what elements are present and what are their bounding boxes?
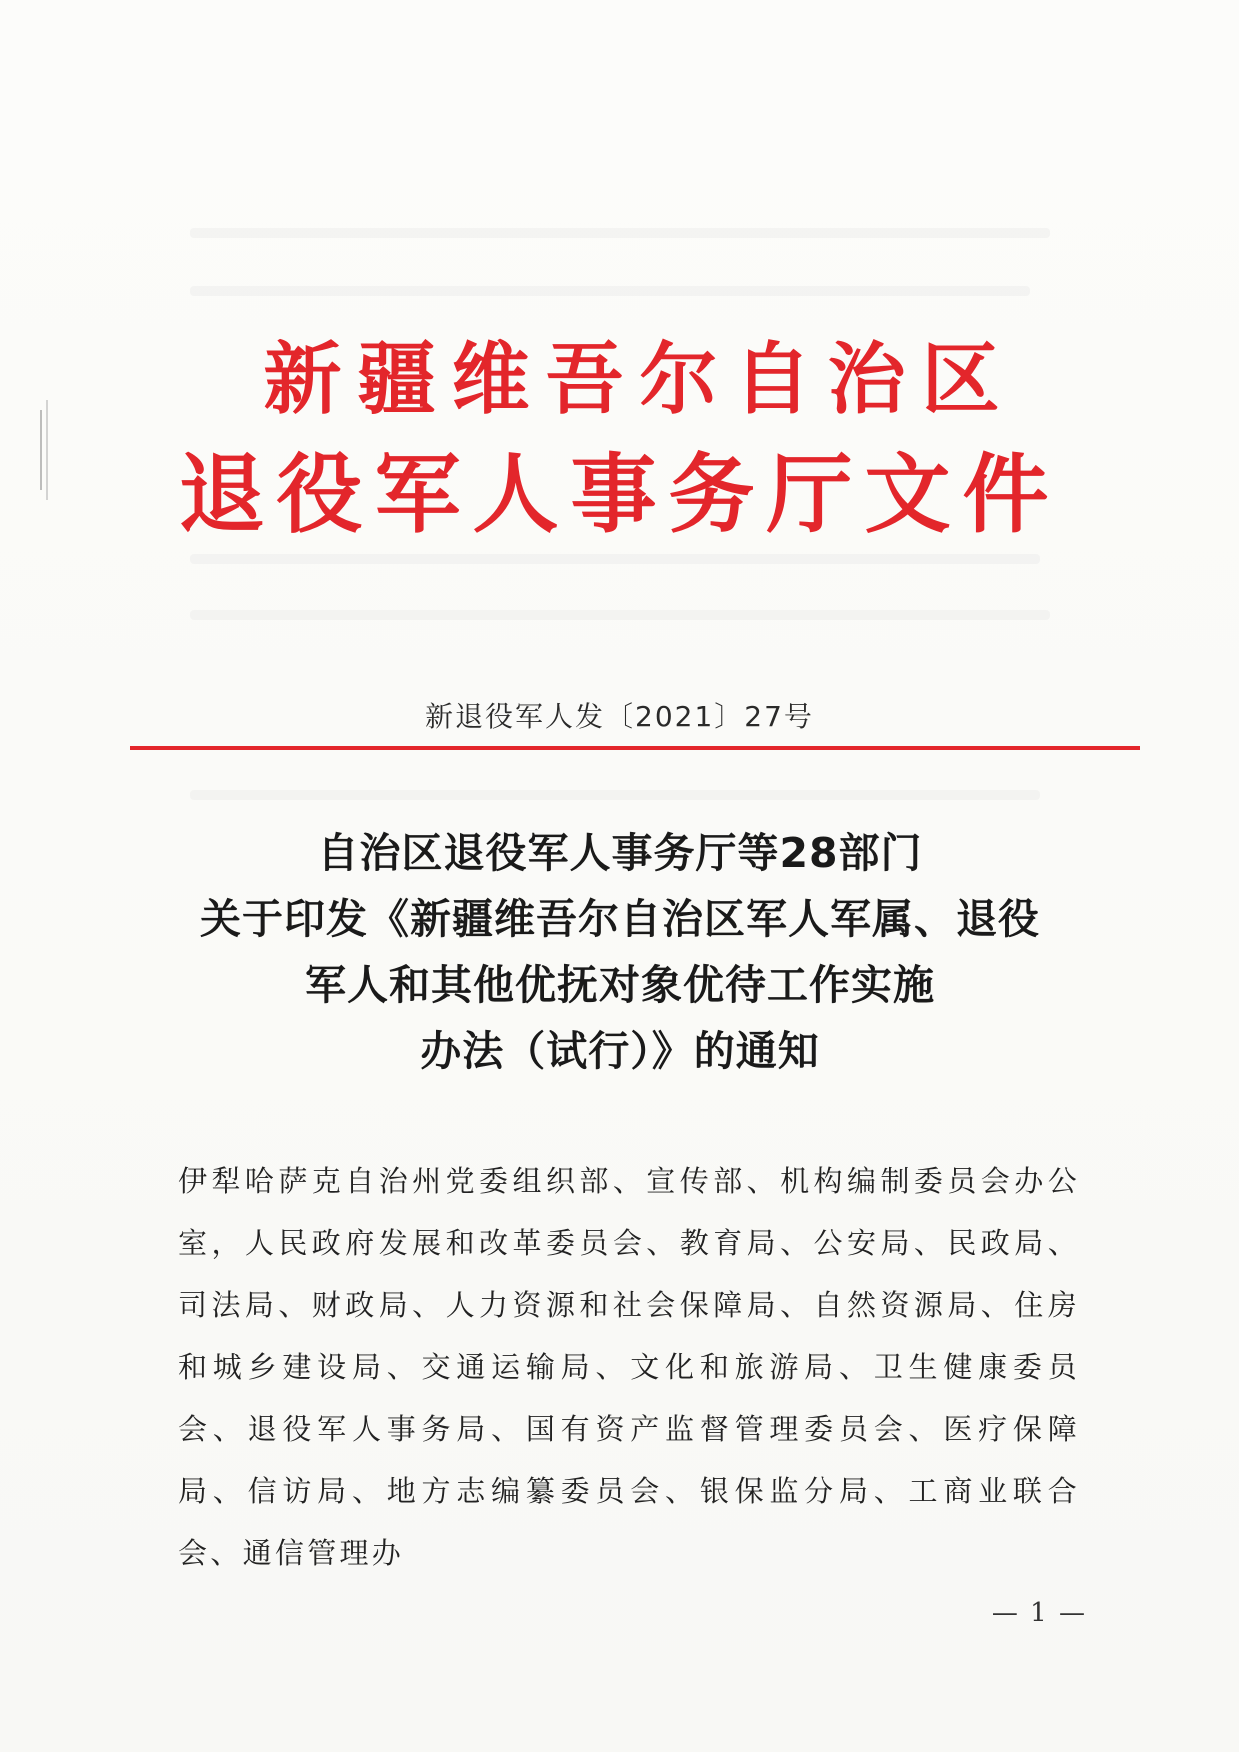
bleed-through-line	[190, 286, 1030, 296]
issuing-authority-line2: 退役军人事务厅文件	[178, 445, 1061, 545]
page-number: — 1 —	[991, 1598, 1087, 1628]
title-line-3: 军人和其他优抚对象优待工作实施	[305, 961, 935, 1009]
recipient-list-paragraph: 伊犁哈萨克自治州党委组织部、宣传部、机构编制委员会办公室，人民政府发展和改革委员会、教育局、公安局、民政局、司法局、财政局、人力资源和社会保障局、自然资源局、住房和城乡建设局、交通运输局、文化和旅游局、卫生健康委员会、退役军人事务局、国有资产监督管理委员会、医疗保障局、信访局、地方志编纂委员会、银保监分局、工商业联合会、通信管理办	[178, 1164, 1080, 1570]
red-separator-rule	[130, 746, 1140, 750]
bleed-through-line	[190, 790, 1040, 800]
bleed-through-line	[190, 554, 1040, 564]
title-line-4: 办法（试行）》的通知	[420, 1027, 820, 1075]
issuing-authority-line1: 新疆维吾尔自治区	[263, 335, 1016, 425]
document-title	[160, 820, 1080, 1084]
title-line-1: 自治区退役军人事务厅等28部门	[317, 829, 923, 877]
bleed-through-line	[190, 228, 1050, 238]
bleed-through-line	[190, 610, 1050, 620]
title-line-2: 关于印发《新疆维吾尔自治区军人军属、退役	[200, 895, 1040, 943]
document-number: 新退役军人发〔2021〕27号	[425, 700, 814, 733]
